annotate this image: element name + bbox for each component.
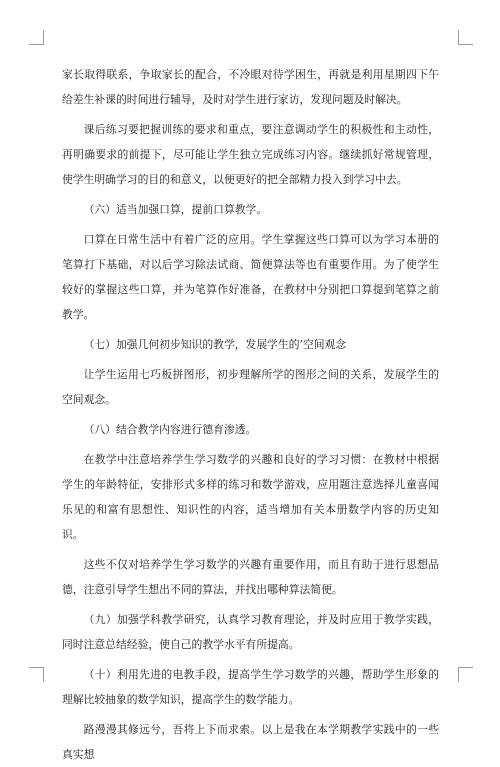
section-heading: （七）加强几何初步知识的教学，发展学生的’空间观念 xyxy=(83,338,347,351)
paragraph: 口算在日常生活中有着广泛的应用。学生掌握这些口算可以为学习本册的笔算打下基础，对以后学习除法试商、简便算法等也有重要作用。为了使学生较好的掌握这些口算，并为笔算作好准备，在教材中分别把口算提到笔算之前教学。 xyxy=(62,233,439,321)
crop-mark-bottom-left xyxy=(29,667,44,682)
paragraph: 这些不仅对培养学生学习数学的兴趣有重要作用，而且有助于进行思想品德，注意引导学生想出不同的算法，并找出哪种算法简便。 xyxy=(62,558,439,596)
section-heading: （十）利用先进的电教手段，提高学生学习数学的兴趣，帮助学生形象的理解比较抽象的数学知识，提高学生的数学能力。 xyxy=(62,668,439,706)
paragraph: 在教学中注意培养学生学习数学的兴趣和良好的学习习惯：在教材中根据学生的年龄特征，安排形式多样的练习和数学游戏，应用题注意选择儿童喜闻乐见的和富有思想性、知识性的内容，适当增加有关本册数学内容的历史知识。 xyxy=(62,453,439,541)
paragraph: 让学生运用七巧板拼图形，初步理解所学的图形之间的关系，发展学生的空间观念。 xyxy=(62,368,439,406)
paragraph: 路漫漫其修远兮，吾将上下而求索。以上是我在本学期教学实践中的一些真实想 xyxy=(62,723,439,761)
document-body xyxy=(62,62,439,767)
crop-mark-top-right xyxy=(458,30,473,45)
crop-mark-bottom-right xyxy=(458,667,473,682)
section-heading: （八）结合教学内容进行德育渗透。 xyxy=(83,423,257,436)
paragraph: 家长取得联系，争取家长的配合，不冷眼对待学困生，再就是利用星期四下午给差生补课的时间进行辅导，及时对学生进行家访，发现问题及时解决。 xyxy=(62,68,439,106)
section-heading: （九）加强学科教学研究，认真学习教育理论，并及时应用于教学实践，同时注意总结经验，使自己的教学水平有所提高。 xyxy=(62,613,439,651)
paragraph: 课后练习要把握训练的要求和重点，要注意调动学生的积极性和主动性，再明确要求的前提下，尽可能让学生独立完成练习内容。继续抓好常规管理，使学生明确学习的目的和意义，以便更好的把全部精力投入到学习中去。 xyxy=(62,123,439,186)
crop-mark-top-left xyxy=(29,30,44,45)
section-heading: （六）适当加强口算，提前口算教学。 xyxy=(83,203,268,216)
